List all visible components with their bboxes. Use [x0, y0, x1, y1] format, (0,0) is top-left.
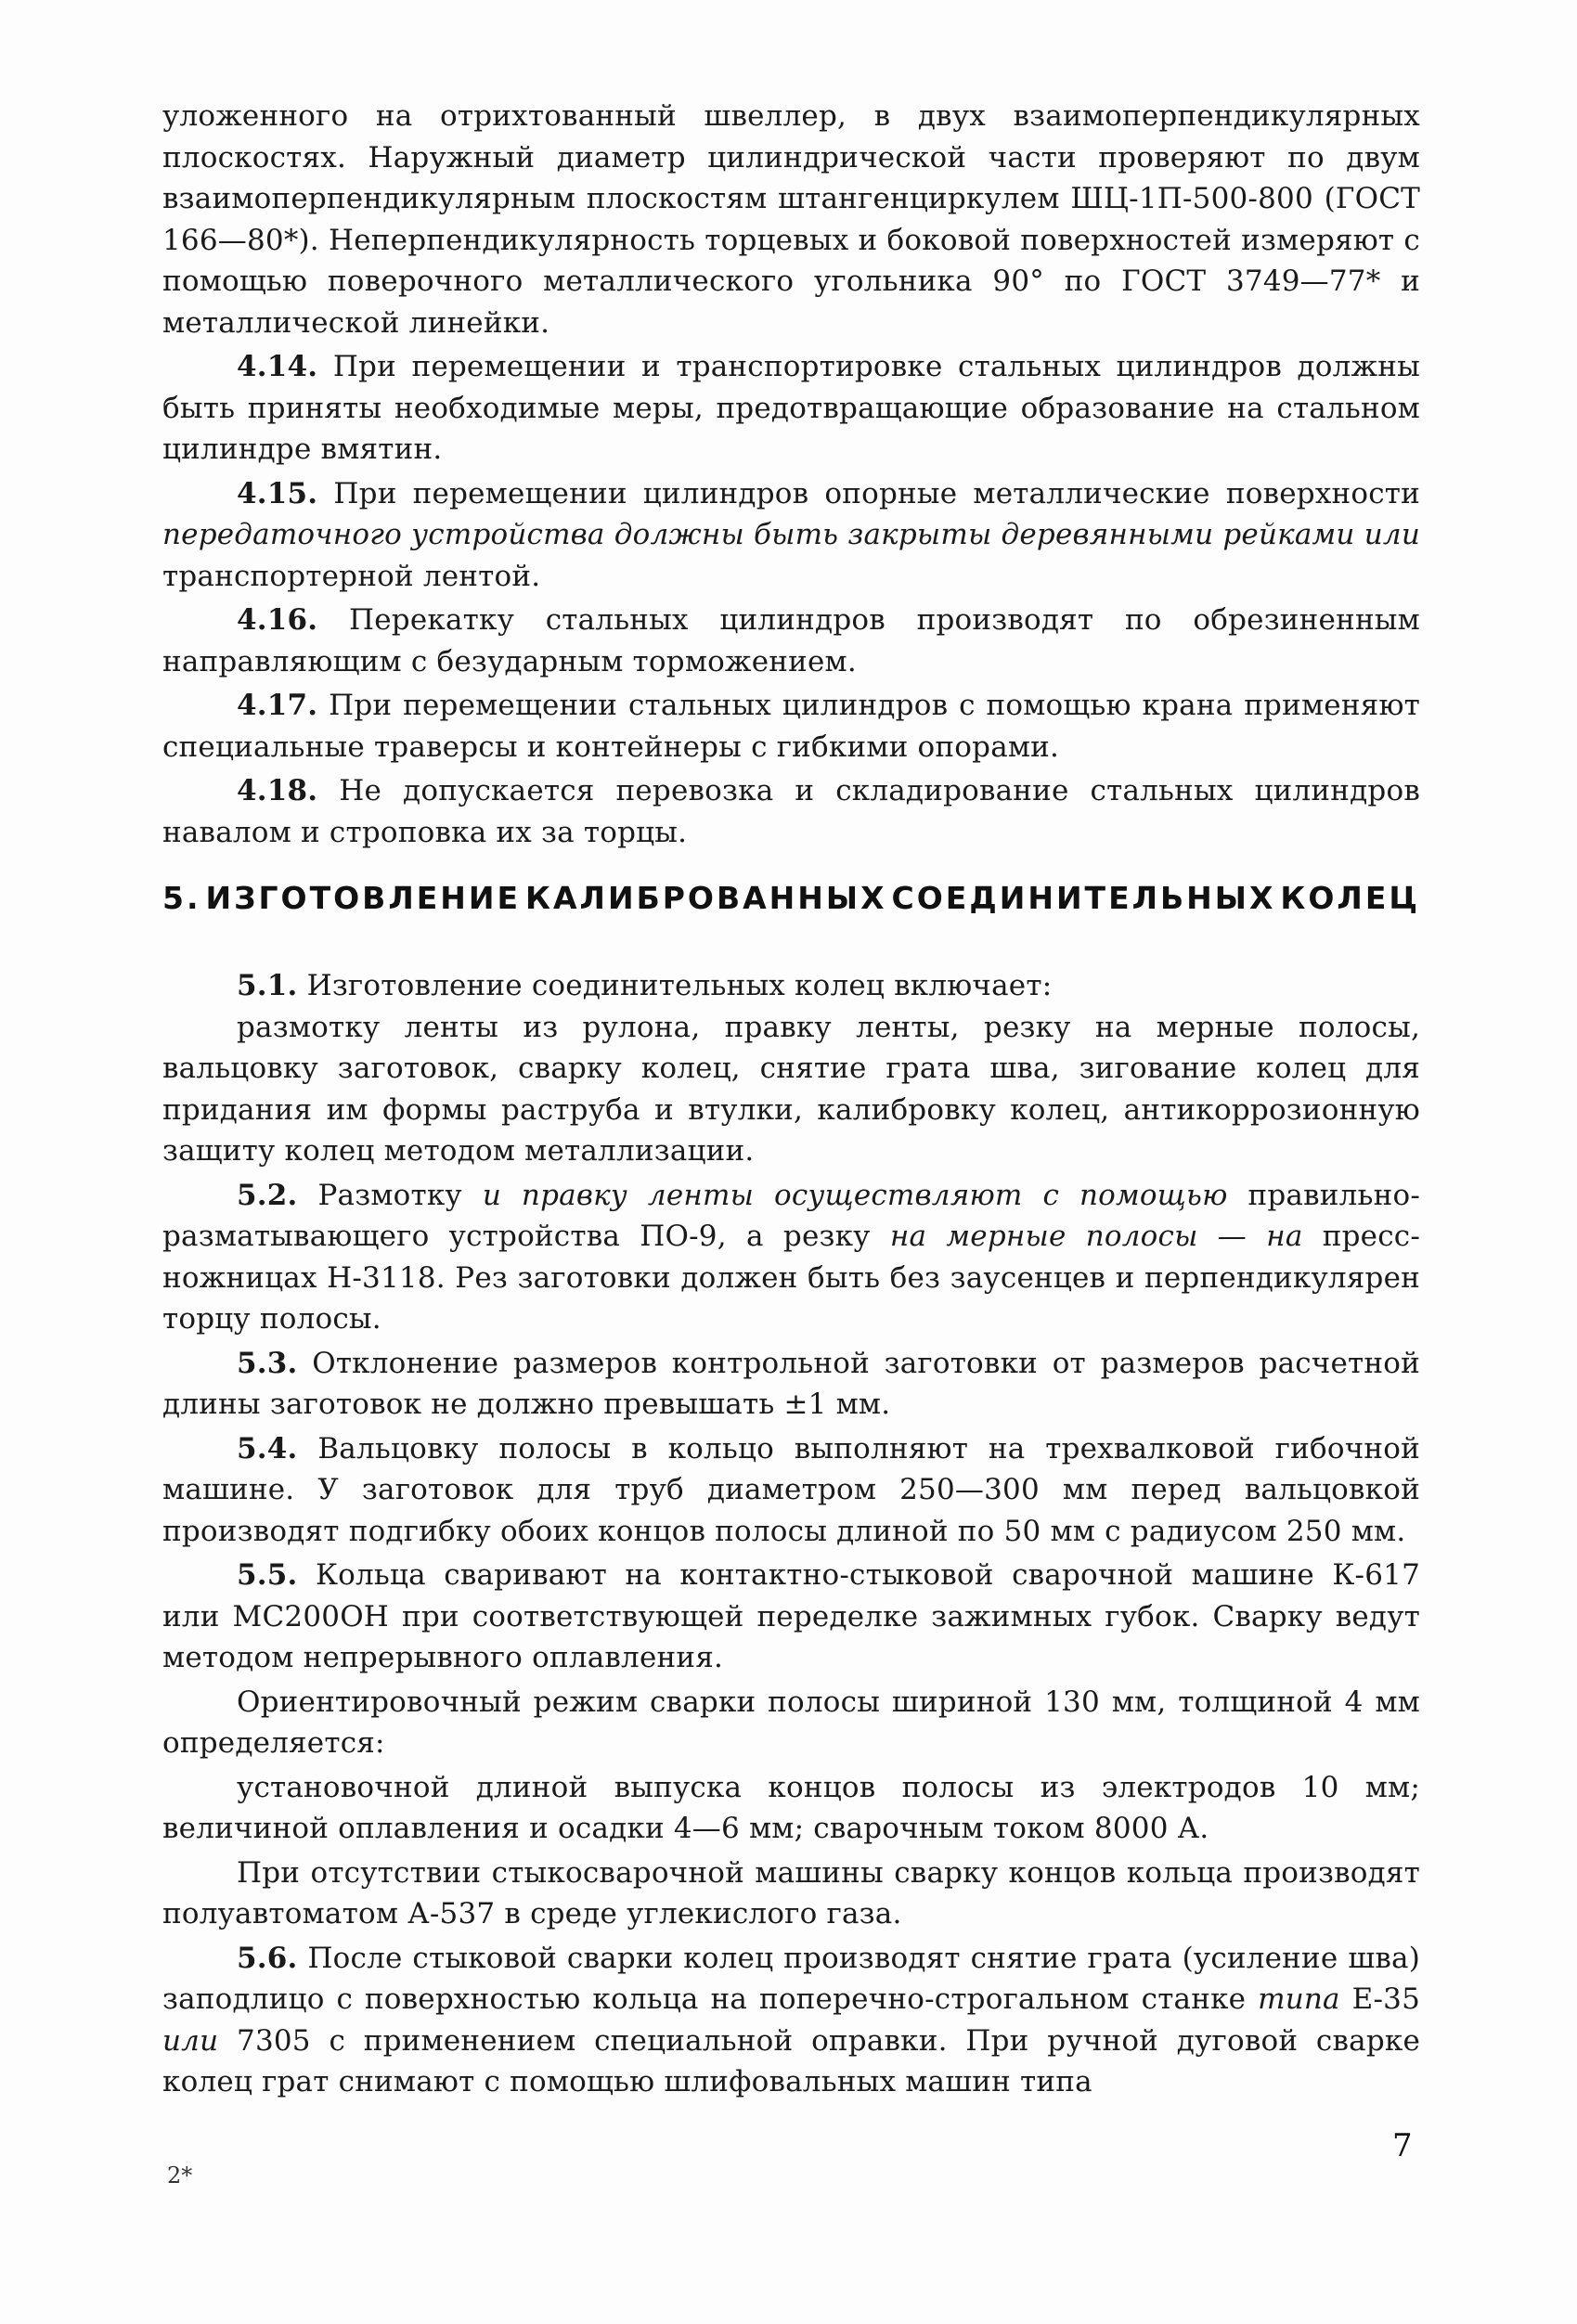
paragraph-4-16 — [162, 600, 1420, 682]
paragraph-5-1-list: размотку ленты из рулона, правку ленты, резку на мерные полосы, вальцовку заготовок, сварку колец, снятие грата шва, зигование колец для придания им формы раструба и втулки, калибровку колец, антикоррозионную защиту колец методом металлизации. — [162, 1010, 1420, 1168]
paragraph-intro: уложенного на отрихтованный швеллер, в двух взаимоперпендикулярных плоскостях. Наружный диаметр цилиндрической части проверяют по двум взаимоперпендикулярным плоскостям штангенциркулем ШЦ-1П-500-800 (ГОСТ 166—80*). Неперпендикулярность торцевых и боковой поверхностей измеряют с помощью поверочного металлического угольника 90° по ГОСТ 3749—77* и металлической линейки. — [162, 99, 1420, 340]
clause-text: При перемещении и транспортировке стальных цилиндров должны быть приняты необходимые меры, предотвращающие образование на стальном цилиндре вмятин. — [162, 350, 1420, 466]
paragraph-5-5-alt: При отсутствии стыкосварочной машины сварку концов кольца производят полуавтоматом А-537 в среде углекислого газа. — [162, 1855, 1420, 1930]
paragraph-5-6 — [162, 1938, 1420, 2103]
clause-text-italic: передаточного устройства должны быть закрыты деревянными рейками или — [162, 518, 1420, 551]
clause-number: 4.15. — [237, 476, 318, 510]
clause-text-italic: на мерные полосы — на — [889, 1220, 1303, 1253]
clause-text: Отклонение размеров контрольной заготовки от размеров расчетной длины заготовок не должно превышать ±1 мм. — [162, 1346, 1420, 1421]
clause-text: транспортерной лентой. — [162, 559, 541, 593]
heading-number: 5. — [162, 880, 201, 916]
paragraph-5-3 — [162, 1343, 1420, 1426]
paragraph-5-2 — [162, 1175, 1420, 1340]
page-number: 7 — [1392, 2127, 1413, 2164]
clause-text: Изготовление соединительных колец включает: — [306, 969, 1053, 1002]
paragraph-4-17 — [162, 685, 1420, 768]
clause-number: 5.5. — [237, 1558, 298, 1592]
clause-number: 5.1. — [237, 969, 298, 1002]
paragraph-5-1 — [162, 965, 1420, 1007]
paragraph-4-14 — [162, 346, 1420, 471]
heading-word: КОЛЕЦ — [1280, 880, 1420, 916]
clause-number: 5.6. — [237, 1941, 298, 1975]
clause-text: При перемещении стальных цилиндров с помощью крана применяют специальные траверсы и контейнеры с гибкими опорами. — [162, 689, 1420, 764]
clause-text-italic: и правку ленты осуществляют с помощью — [482, 1178, 1228, 1212]
clause-text: При перемещении цилиндров опорные металлические поверхности — [333, 476, 1420, 510]
section-4-tail — [162, 96, 1420, 853]
paragraph-4-18 — [162, 770, 1420, 853]
section-5-heading — [162, 880, 1420, 916]
clause-number: 5.3. — [237, 1346, 298, 1380]
paragraph-5-5-regime: Ориентировочный режим сварки полосы шириной 130 мм, толщиной 4 мм определяется: — [162, 1685, 1420, 1760]
signature-mark: 2* — [167, 2163, 193, 2188]
clause-number: 4.14. — [237, 350, 318, 383]
clause-number: 5.4. — [237, 1431, 298, 1465]
paragraph-5-4 — [162, 1428, 1420, 1553]
clause-number: 4.17. — [237, 689, 318, 722]
clause-text: Вальцовку полосы в кольцо выполняют на трехвалковой гибочной машине. У заготовок для труб диаметром 250—300 мм перед вальцовкой производят подгибку обоих концов полосы длиной по 50 мм с радиусом 250 мм. — [162, 1431, 1420, 1548]
heading-word: ИЗГОТОВЛЕНИЕ — [205, 880, 522, 916]
clause-number: 4.18. — [237, 774, 318, 807]
paragraph-5-5 — [162, 1555, 1420, 1679]
clause-text: пресс-ножницах Н-3118. Рез заготовки должен быть без заусенцев и перпендикулярен торцу полосы. — [162, 1220, 1420, 1336]
clause-text: правильно-разматывающего устройства ПО-9, а резку — [162, 1178, 1421, 1253]
clause-text: Не допускается перевозка и складирование стальных цилиндров навалом и строповка их за торцы. — [162, 774, 1420, 849]
paragraph-5-5-params: установочной длиной выпуска концов полосы из электродов 10 мм; величиной оплавления и осадки 4—6 мм; сварочным током 8000 А. — [162, 1770, 1420, 1845]
clause-text: Перекатку стальных цилиндров производят по обрезиненным направляющим с безударным торможением. — [162, 603, 1420, 678]
clause-text: Е-35 — [1351, 1982, 1420, 2016]
heading-word: КАЛИБРОВАННЫХ — [525, 880, 887, 916]
clause-number: 5.2. — [237, 1178, 298, 1212]
clause-text: Кольца сваривают на контактно-стыковой сварочной машине К-617 или МС200ОН при соответствующей переделке зажимных губок. Сварку ведут методом непрерывного оплавления. — [162, 1558, 1420, 1674]
clause-text-italic: типа — [1258, 1982, 1340, 2016]
clause-number: 4.16. — [237, 603, 318, 637]
paragraph-4-15 — [162, 473, 1420, 598]
clause-text-italic: или — [162, 2023, 219, 2058]
heading-word: СОЕДИНИТЕЛЬНЫХ — [891, 880, 1276, 916]
clause-text: После стыковой сварки колец производят снятие грата (усиление шва) заподлицо с поверхностью кольца на поперечно-строгальном станке — [162, 1941, 1420, 2016]
clause-text: 7305 с применением специальной оправки. При ручной дуговой сварке колец грат снимают с помощью шлифовальных машин типа — [162, 2023, 1420, 2098]
section-5-body — [162, 965, 1420, 2103]
clause-text: Размотку — [317, 1178, 462, 1212]
